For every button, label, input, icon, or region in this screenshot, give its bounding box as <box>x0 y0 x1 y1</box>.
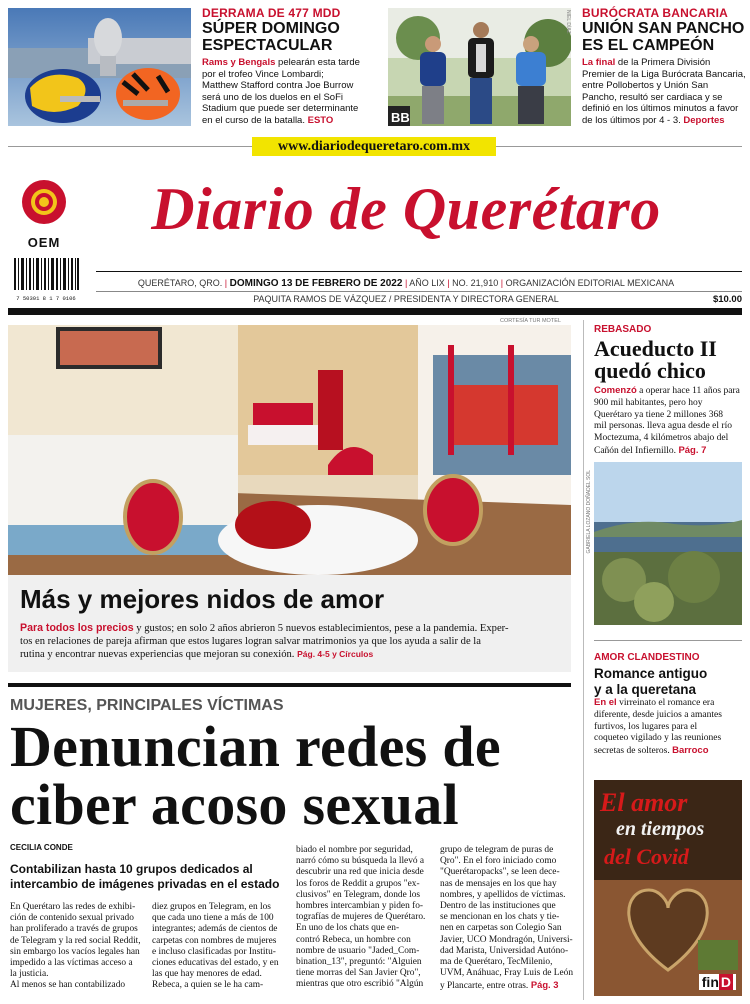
promo-badge-text: fin <box>701 974 719 990</box>
motel-photo[interactable] <box>8 325 571 575</box>
main-photo-credit: CORTESÍA TUR MOTEL <box>500 318 561 324</box>
main-story-headline[interactable]: Más y mejores nidos de amor <box>20 584 385 614</box>
lead-story-subhead-line-1: Contabilizan hasta 10 grupos dedicados al <box>10 862 253 876</box>
aqueduct-text: Moctezuma, 4 kilómetros abajo del <box>594 433 729 444</box>
article-line: Al menos se han contabilizado <box>10 980 126 991</box>
masthead-rule-top <box>96 271 742 272</box>
aqueduct-text: mil personas. lleva agua desde el río <box>594 421 732 432</box>
article-line: UVM, Anáhuac, Fray Luis de León <box>440 968 574 979</box>
promo-line-2: en tiempos <box>616 818 705 840</box>
oem-logo-label: OEM <box>27 235 61 250</box>
article-column-3 <box>296 845 433 991</box>
article-line: En Querétaro las redes de exhibi- <box>10 902 136 912</box>
article-line: hombres intercambian y piden fo- <box>296 901 424 912</box>
promo-line-3: del Covid <box>604 844 689 869</box>
article-line: ciones educativas del estado, y en <box>152 958 279 969</box>
article-ref[interactable]: Pág. 3 <box>528 979 559 991</box>
article-line: tografías de mujeres de Querétaro. <box>296 912 426 923</box>
aqueduct-headline-line-2: quedó chico <box>594 358 706 383</box>
oem-logo <box>16 176 72 250</box>
right-teaser-text: entre Pollobertos y Unión San <box>582 80 709 92</box>
photo-sign-text: BB <box>391 110 410 125</box>
right-teaser-kicker: BURÓCRATA BANCARIA <box>582 6 729 20</box>
article-line: grupo de telegram de puras de <box>440 845 554 855</box>
aqueduct-photo-credit: GABRIELA LOZANO DOÑADEL SOL <box>586 470 592 554</box>
right-teaser-text: de la Primera División <box>615 57 711 68</box>
left-teaser-text: en el curso de la batalla. <box>202 114 305 126</box>
article-line: narró cómo su búsqueda la llevó a <box>296 856 425 867</box>
article-line: sin embargo los vacíos legales han <box>10 946 140 957</box>
aqueduct-body <box>594 385 746 458</box>
byline: CECILIA CONDE <box>10 843 73 852</box>
lead-story-subhead-line-2: intercambio de imágenes privadas en el estado <box>10 876 280 891</box>
dateline-number: NO. 21,910 <box>452 278 499 288</box>
main-story-text: tos en relaciones de pareja afirman que estos lugares logran salvar matrimonios ya que los ayuda a salir de la <box>20 635 481 647</box>
director-line: PAQUITA RAMOS DE VÁZQUEZ / PRESIDENTA Y DIRECTORA GENERAL <box>253 294 559 304</box>
lead-story-kicker: MUJERES, PRINCIPALES VÍCTIMAS <box>10 697 284 714</box>
champions-photo[interactable] <box>388 8 571 126</box>
romance-text: diferente, desde juicios a amantes <box>594 709 722 720</box>
masthead-title[interactable]: Diario de Querétaro <box>151 176 661 242</box>
article-line: Dentro de las instituciones que <box>440 901 556 912</box>
romance-text: virreinato el romance era <box>616 698 715 708</box>
aqueduct-headline-line-1: Acueducto II <box>594 336 717 361</box>
right-teaser-headline-line-1: UNIÓN SAN PANCHO <box>582 20 745 37</box>
right-teaser-text: de los últimos por 4 - 3. <box>582 114 681 126</box>
article-line: impedido a las víctimas acceso a <box>10 958 133 969</box>
lead-story-headline-line-1: Denuncian redes de <box>10 714 501 779</box>
article-line: dad Marista, Universidad Autóno- <box>440 945 569 956</box>
lead-story-rule <box>8 683 571 687</box>
aqueduct-headline[interactable] <box>594 338 744 382</box>
romance-lead: En el <box>594 697 617 708</box>
dateline: QUERÉTARO, QRO. | DOMINGO 13 DE FEBRERO DE 2022 | AÑO LIX | NO. 21,910 | ORGANIZACIÓN EDITORIAL MEXICANA <box>137 278 675 289</box>
lead-story-headline[interactable] <box>10 714 578 837</box>
romance-body <box>594 697 746 758</box>
dateline-city: QUERÉTARO, QRO. <box>137 278 223 288</box>
article-line: descubrir una red que inicia desde <box>296 867 424 878</box>
left-teaser-headline[interactable] <box>202 20 372 54</box>
main-story-ref[interactable]: Pág. 4-5 y Círculos <box>297 649 374 659</box>
main-story-body <box>20 622 565 662</box>
aqueduct-text: Querétaro ya tiene 2 millones 368 <box>594 409 724 420</box>
promo-line-1: El amor <box>600 788 688 817</box>
article-line: y Plancarte, entre otras. Pág. 3 <box>440 979 559 992</box>
article-line: ción de contenido sexual privado <box>10 913 134 924</box>
article-line: nas de mensajes en los que hay <box>440 878 557 889</box>
article-line: contró Rebeca, un hombre con <box>296 934 411 945</box>
right-teaser-ref[interactable]: Deportes <box>683 114 725 126</box>
right-teaser-headline-line-2: ES EL CAMPEÓN <box>582 37 715 54</box>
article-line: tiene morras del San Javier Qro", <box>296 968 421 979</box>
aqueduct-ref[interactable]: Pág. 7 <box>678 444 707 456</box>
dateline-year: AÑO LIX <box>409 278 445 288</box>
article-line: e incluso clasificadas por Institu- <box>152 946 276 957</box>
aqueduct-text: a operar hace 11 años para <box>636 386 740 396</box>
aqueduct-kicker: REBASADO <box>594 324 652 335</box>
romance-headline[interactable] <box>594 666 744 697</box>
romance-text: secretas de solteros. <box>594 746 670 757</box>
romance-ref[interactable]: Barroco <box>672 745 709 757</box>
right-teaser-text: Premier de la Liga Burócrata Bancaria, <box>582 68 746 80</box>
article-line: las que hay menores de edad. <box>152 969 262 980</box>
romance-text: furtivos, los lugares para el <box>594 721 698 732</box>
sidebar-rule <box>594 640 742 641</box>
article-line: bination_13", preguntó: "Alguien <box>296 957 422 968</box>
main-story-text: y gustos; en solo 2 años abrieron 5 nuevos establecimientos, pese a la pandemia. Exper- <box>133 623 509 634</box>
main-story-text: rutina y encontrar nuevas experiencias que mejoran su conexión. <box>20 649 295 660</box>
price: $10.00 <box>712 294 742 305</box>
aqueduct-photo[interactable] <box>594 462 742 625</box>
left-teaser-lead: Rams y Bengals <box>202 57 276 68</box>
article-line: nombres, y apellidos de víctimas. <box>440 889 566 900</box>
romance-text: coqueteo vigilado y las reuniones <box>594 733 722 744</box>
left-teaser-body <box>202 57 378 127</box>
left-teaser-text: Matthew Stafford contra Joe Burrow <box>202 80 354 92</box>
left-teaser-text: por el trofeo Vince Lombardi; <box>202 68 324 80</box>
article-line: Rebeca, a quien se le ha cam- <box>152 980 264 991</box>
article-line: Qro". En el foro iniciado como <box>440 856 557 867</box>
superbowl-photo[interactable] <box>8 8 191 126</box>
article-column-1 <box>10 902 147 992</box>
left-teaser-kicker: DERRAMA DE 477 MDD <box>202 6 341 20</box>
right-teaser-body <box>582 57 748 127</box>
article-line: En uno de los chats que en- <box>296 923 400 934</box>
sidebar-divider <box>583 320 584 1000</box>
romance-headline-line-1: Romance antiguo <box>594 666 708 681</box>
article-column-2 <box>152 902 289 992</box>
article-line: biado el nombre por seguridad, <box>296 845 413 855</box>
lead-story-subhead <box>10 862 295 891</box>
right-teaser-text: definió en los últimos minutos a favor <box>582 103 739 115</box>
article-line: se mencionan en los chats y tie- <box>440 912 560 923</box>
aqueduct-lead: Comenzó <box>594 385 637 396</box>
aqueduct-text: 900 mil habitantes, pero hoy <box>594 397 703 408</box>
left-teaser-text: será uno de los duelos en el SoFi <box>202 91 344 103</box>
article-line: ma de Querétaro, TecMilenio, <box>440 957 553 968</box>
website-link[interactable]: www.diariodequeretaro.com.mx <box>252 137 496 156</box>
lead-story-headline-line-2: ciber acoso sexual <box>10 772 459 837</box>
article-line: han proliferado a través de grupos <box>10 924 138 935</box>
romance-kicker: AMOR CLANDESTINO <box>594 652 700 663</box>
barcode <box>12 258 80 302</box>
article-line: de Telegram y la red social Reddit, <box>10 935 141 946</box>
right-teaser-lead: La final <box>582 57 616 68</box>
covid-love-promo[interactable] <box>594 780 742 996</box>
romance-headline-line-2: y a la queretana <box>594 681 697 697</box>
dateline-org: ORGANIZACIÓN EDITORIAL MEXICANA <box>505 278 675 288</box>
left-teaser-headline-line-1: SÚPER DOMINGO <box>202 20 340 37</box>
promo-badge-letter: D <box>720 974 731 990</box>
article-line: "Querétaropacks", se leen dece- <box>440 867 560 878</box>
article-line: clusivos" en Telegram, donde los <box>296 889 421 900</box>
article-line: carpetas con nombres de mujeres <box>152 935 277 946</box>
right-teaser-text: Pancho, resultó ser cardiaca y se <box>582 91 723 103</box>
article-line: diez grupos en Telegram, en los <box>152 902 271 912</box>
promo-badge <box>699 974 736 990</box>
left-teaser-ref[interactable]: ESTO <box>307 114 334 126</box>
article-line: nombre de usuario "Jaded_Com- <box>296 945 420 956</box>
masthead-rule-mid <box>96 291 742 292</box>
article-line: la justicia. <box>10 969 49 980</box>
left-teaser-headline-line-2: ESPECTACULAR <box>202 37 333 54</box>
article-line: Javier, UCO Mondragón, Universi- <box>440 934 573 945</box>
aqueduct-text: Cañón del Infiernillo. <box>594 445 677 456</box>
article-line: integrantes; además de cientos de <box>152 924 278 935</box>
dateline-date: DOMINGO 13 DE FEBRERO DE 2022 <box>229 278 403 289</box>
right-teaser-photo-credit: NIEL DÍAZ <box>565 10 571 34</box>
article-line: mientras que otro escribió "Algún <box>296 979 424 990</box>
article-column-4 <box>440 845 575 993</box>
masthead-rule-bottom <box>8 308 742 315</box>
article-line: que cada uno tiene a más de 100 <box>152 913 274 924</box>
right-teaser-headline[interactable] <box>582 20 747 54</box>
article-line: nen en carpetas son Colegio San <box>440 923 562 934</box>
main-story-lead: Para todos los precios <box>20 622 134 634</box>
article-line: los foros de Reddit a grupos "ex- <box>296 878 420 889</box>
left-teaser-text: pelearán esta tarde <box>275 57 360 68</box>
left-teaser-text: Stadium que puede ser determinante <box>202 103 359 115</box>
barcode-number: 7 50301 8 1 7 0106 <box>16 295 76 302</box>
